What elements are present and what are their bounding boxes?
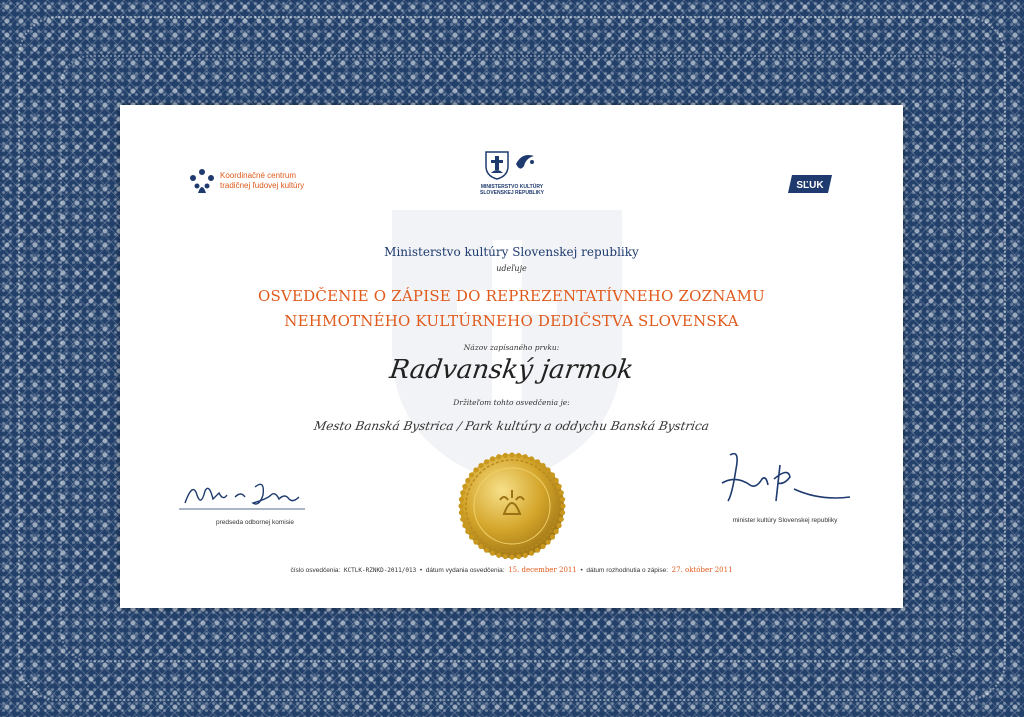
signature-right-caption: minister kultúry Slovenskej republiky bbox=[732, 517, 838, 524]
slovak-coat-of-arms-icon bbox=[482, 150, 542, 180]
handwritten-signature-left bbox=[175, 473, 335, 515]
decision-date-label: dátum rozhodnutia o zápise: bbox=[586, 567, 669, 574]
seal-scallop bbox=[490, 456, 495, 461]
seal-scallop bbox=[509, 452, 514, 457]
element-label: Názov zapísaného prvku: bbox=[463, 343, 560, 352]
flower-emblem-icon bbox=[188, 167, 216, 195]
seal-scallop bbox=[503, 554, 508, 559]
seal-scallop bbox=[535, 548, 540, 553]
seal-scallop bbox=[460, 490, 465, 495]
seal-scallop bbox=[473, 539, 478, 544]
seal-scallop bbox=[559, 490, 564, 495]
seal-scallop bbox=[473, 467, 478, 472]
footer-bullet-1: • bbox=[419, 567, 423, 574]
seal-scallop bbox=[560, 510, 565, 515]
seal-scallop bbox=[503, 453, 508, 458]
seal-scallop bbox=[560, 497, 565, 502]
issuing-ministry: Ministerstvo kultúry Slovenskej republiky bbox=[384, 245, 639, 259]
seal-scallop bbox=[550, 472, 555, 477]
element-name: Radvanský jarmok bbox=[387, 355, 636, 385]
seal-scallop bbox=[469, 472, 474, 477]
certificate-title-line1: OSVEDČENIE O ZÁPISE DO REPREZENTATÍVNEHO ZOZNAMU bbox=[258, 287, 765, 305]
seal-scallop bbox=[554, 529, 559, 534]
seal-scallop bbox=[559, 517, 564, 522]
seal-scallop bbox=[465, 529, 470, 534]
gold-seal bbox=[458, 452, 566, 560]
seal-scallop bbox=[459, 497, 464, 502]
certificate-title-line2: NEHMOTNÉHO KULTÚRNEHO DEDIČSTVA SLOVENSKA bbox=[284, 312, 739, 330]
cert-number-label: číslo osvedčenia: bbox=[290, 567, 341, 574]
certificate-sheet bbox=[120, 105, 903, 608]
seal-scallop bbox=[529, 551, 534, 556]
ministry-logo bbox=[476, 150, 548, 196]
seal-scallop bbox=[509, 554, 514, 559]
ministry-logo-line2: SLOVENSKEJ REPUBLIKY bbox=[480, 190, 544, 196]
seal-scallop bbox=[554, 478, 559, 483]
seal-scallop bbox=[516, 554, 521, 559]
issue-date: 15. december 2011 bbox=[508, 566, 577, 574]
signature-minister bbox=[710, 445, 860, 524]
seal-scallop bbox=[560, 503, 565, 508]
footer-bullet-2: • bbox=[580, 567, 583, 574]
seal-scallop bbox=[460, 517, 465, 522]
seal-scallop bbox=[523, 553, 528, 558]
holder-name: Mesto Banská Bystrica / Park kultúry a oddychu Banská Bystrica bbox=[312, 419, 711, 433]
seal-scallop bbox=[462, 523, 467, 528]
seal-scallop bbox=[478, 463, 483, 468]
seal-scallop bbox=[557, 523, 562, 528]
seal-scallop bbox=[550, 534, 555, 539]
decision-date: 27. október 2011 bbox=[671, 566, 733, 574]
signature-commission-chair bbox=[175, 473, 335, 526]
seal-scallop bbox=[459, 510, 464, 515]
seal-scallop bbox=[523, 454, 528, 459]
seal-scallop bbox=[516, 453, 521, 458]
grants-text: udeľuje bbox=[496, 264, 527, 273]
sluk-logo-text: SĽUK bbox=[796, 180, 824, 191]
seal-scallop bbox=[529, 456, 534, 461]
seal-scallop bbox=[478, 544, 483, 549]
kctlk-logo-line2: tradičnej ľudovej kultúry bbox=[220, 181, 305, 190]
seal-scallop bbox=[496, 553, 501, 558]
kctlk-logo bbox=[188, 167, 304, 195]
kctlk-logo-line1: Koordinačné centrum bbox=[220, 171, 297, 180]
sluk-logo bbox=[788, 175, 832, 197]
seal-scallop bbox=[545, 467, 550, 472]
seal-scallop bbox=[535, 459, 540, 464]
seal-scallop bbox=[465, 478, 470, 483]
cert-number: KCTLK-RZNKD-2011/013 bbox=[343, 567, 417, 574]
signature-left-caption: predseda odbornej komisie bbox=[215, 519, 295, 526]
seal-scallop bbox=[545, 539, 550, 544]
handwritten-signature-right bbox=[710, 445, 860, 513]
seal-scallop bbox=[557, 484, 562, 489]
seal-scallop bbox=[484, 459, 489, 464]
holder-label: Držiteľom tohto osvedčenia je: bbox=[453, 398, 570, 407]
issue-date-label: dátum vydania osvedčenia: bbox=[425, 567, 505, 574]
seal-scallop bbox=[484, 548, 489, 553]
seal-scallop bbox=[496, 454, 501, 459]
ministry-logo-line1: MINISTERSTVO KULTÚRY bbox=[480, 184, 544, 190]
seal-scallop bbox=[540, 463, 545, 468]
seal-scallop bbox=[458, 503, 463, 508]
seal-scallop bbox=[469, 534, 474, 539]
seal-scallop bbox=[540, 544, 545, 549]
seal-scallop bbox=[490, 551, 495, 556]
certificate-footer bbox=[120, 566, 903, 574]
seal-scallop bbox=[462, 484, 467, 489]
